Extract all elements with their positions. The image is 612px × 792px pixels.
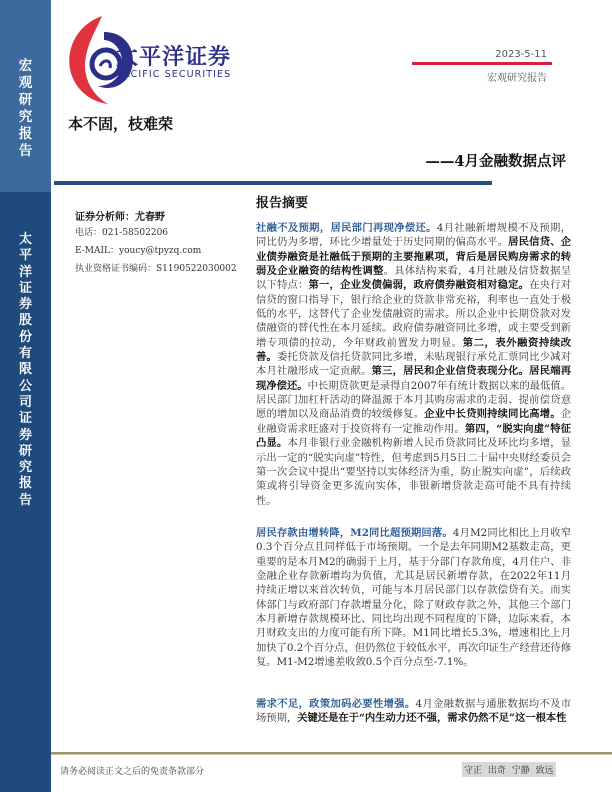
vertical-char: 报: [18, 126, 33, 142]
vertical-char: 太: [18, 232, 32, 247]
body-text: 中长期贷款更是录得自2007年有统计数据以来的最低值。居民部门加杠杆活动的降温源于本月其购房需求的走弱、提前偿贷意愿的增加以及商品消费的较缓修复。: [256, 379, 571, 421]
company-motto: 守正 出奇 宁静 致远: [462, 762, 556, 777]
body-text: 4月M2同比相比上月收窄0.3个百分点且同样低于市场预期。一个是去年同期M2基数走高，更重要的是本月M2的确弱于上月，基于分部门存款角度，4月住户、非金融企业存款新增均为负值，尤其是居民新增存款，在2022年11月持续正增以来首次转负，可能与本月居民部门以存款偿贷有关。而实体部门与政府部门存款增量分化，除了财政存款之外，其他三个部门本月新增存款规模环比、同比均出现不同程度的下降，边际来看，本月财政支出的力度可能有所下降。M1同比增长5.3%，增速相比上月加快了0.2个百分点，但仍然位于较低水平，再次印证生产经营还待修复。M1-M2增速差收敛0.5个百分点至-7.1%。: [256, 527, 572, 669]
vertical-char: 有: [18, 346, 32, 362]
body-text: 在央行对信贷的窗口指导下，银行给企业的贷款非常充裕，利率也一直处于极低的水平，这替代了企业发债融资的需求。所以企业中长期贷款对发债融资的替代性在本月延续。政府债券融资同比多增，或主要受到新增专项债的拉动，今年财政前置发力明显。: [256, 279, 572, 349]
logo-text-en: PACIFIC SECURITIES: [117, 69, 232, 80]
vertical-char: 研: [18, 92, 33, 108]
bold-text: 第一，企业发债偏弱，政府债券融资相对稳定。: [308, 279, 530, 292]
bold-text: 第二，表外融资持续改善。: [256, 336, 572, 364]
vertical-char: 研: [18, 443, 32, 459]
title-divider: [54, 181, 492, 185]
abstract-heading: 报告摘要: [256, 196, 309, 211]
analyst-license: 执业资格证书编码：S1190522030002: [75, 264, 237, 274]
bold-text: 居民信贷、企业债券融资是社融低于预期的主要拖累项，背后是居民购房需求的转弱及企业融资的结构性调整: [256, 236, 572, 278]
paragraph-lead: 居民存款由增转降，M2同比超预期回落。: [256, 527, 453, 539]
vertical-char: 洋: [18, 264, 32, 280]
abstract-paragraph: [256, 526, 571, 669]
header-divider: [412, 62, 552, 65]
analyst-email: E-MAIL：youcy@tpyzq.com: [75, 246, 202, 256]
body-text: 企业融资需求旺盛对于投资将有一定推动作用。: [256, 408, 572, 435]
report-type: 宏观研究报告: [487, 73, 547, 84]
abstract-paragraph: [256, 221, 571, 508]
logo-text-cn: 太平洋证券: [116, 45, 232, 70]
vertical-char: 股: [18, 313, 32, 329]
vertical-char: 究: [18, 109, 33, 125]
body-text: 4月社融新增规模不及预期，同比仍为多增，环比少增量处于历史同期的偏高水平。: [256, 222, 571, 249]
report-title: 本不固，枝难荣: [68, 115, 174, 133]
vertical-char: 券: [18, 427, 32, 443]
vertical-char: 司: [18, 394, 32, 410]
body-text: 。具体结构来看，4月社融及信贷数据呈以下特点：: [256, 265, 571, 292]
analyst-name: 证券分析师：尤春野: [75, 212, 165, 223]
vertical-char: 究: [18, 460, 32, 476]
vertical-char: 观: [18, 75, 33, 91]
footer-divider: [51, 752, 612, 755]
vertical-char: 宏: [18, 58, 33, 74]
vertical-char: 限: [18, 362, 32, 378]
paragraph-lead: 需求不足，政策加码必要性增强。: [256, 698, 416, 710]
vertical-char: 平: [18, 248, 32, 264]
analyst-phone: 电话：021-58502206: [75, 228, 169, 238]
vertical-char: 报: [18, 476, 32, 492]
sidebar-top-label: [0, 58, 51, 160]
report-subtitle: ——4月金融数据点评: [425, 153, 566, 170]
body-text: 委托贷款及信托贷款同比多增，未贴现银行承兑汇票同比少减对本月社融形成一定贡献。: [256, 351, 572, 378]
report-date: 2023-5-11: [495, 49, 547, 60]
vertical-char: 证: [18, 411, 32, 427]
body-text: 4月金融数据与通胀数据均不及市场预期，: [256, 698, 571, 725]
sidebar-bottom-label: [0, 232, 51, 509]
bold-text: 关键还是在于“内生动力还不强，需求仍然不足”这一根本性: [297, 712, 567, 725]
vertical-char: 告: [18, 492, 32, 508]
bold-text: 第三，居民和企业信贷表现分化。居民端再现净偿还。: [256, 365, 572, 392]
analyst-info: [75, 208, 237, 279]
bold-text: 企业中长贷则持续同比高增。: [424, 408, 561, 421]
bold-text: 第四，“脱实向虚”特征凸显。: [256, 422, 571, 450]
vertical-char: 告: [18, 143, 33, 159]
vertical-char: 证: [18, 280, 32, 296]
vertical-char: 券: [18, 297, 32, 313]
paragraph-lead: 社融不及预期，居民部门再现净偿还。: [256, 222, 437, 234]
vertical-char: 份: [18, 329, 32, 345]
vertical-char: 公: [18, 378, 32, 394]
body-text: 本月非银行业金融机构新增人民币贷款同比及环比均多增，显示出一定的“脱实向虚”特性，但考虑到5月5日二十届中央财经委员会第一次会议中提出“要坚持以实体经济为重，防止脱实向虚”，后续政策或将引导资金更多流向实体，非银新增贷款走高可能不具有持续性。: [256, 437, 572, 507]
disclaimer-note: 请务必阅读正文之后的免责条款部分: [60, 767, 205, 777]
abstract-paragraph: [256, 697, 571, 726]
